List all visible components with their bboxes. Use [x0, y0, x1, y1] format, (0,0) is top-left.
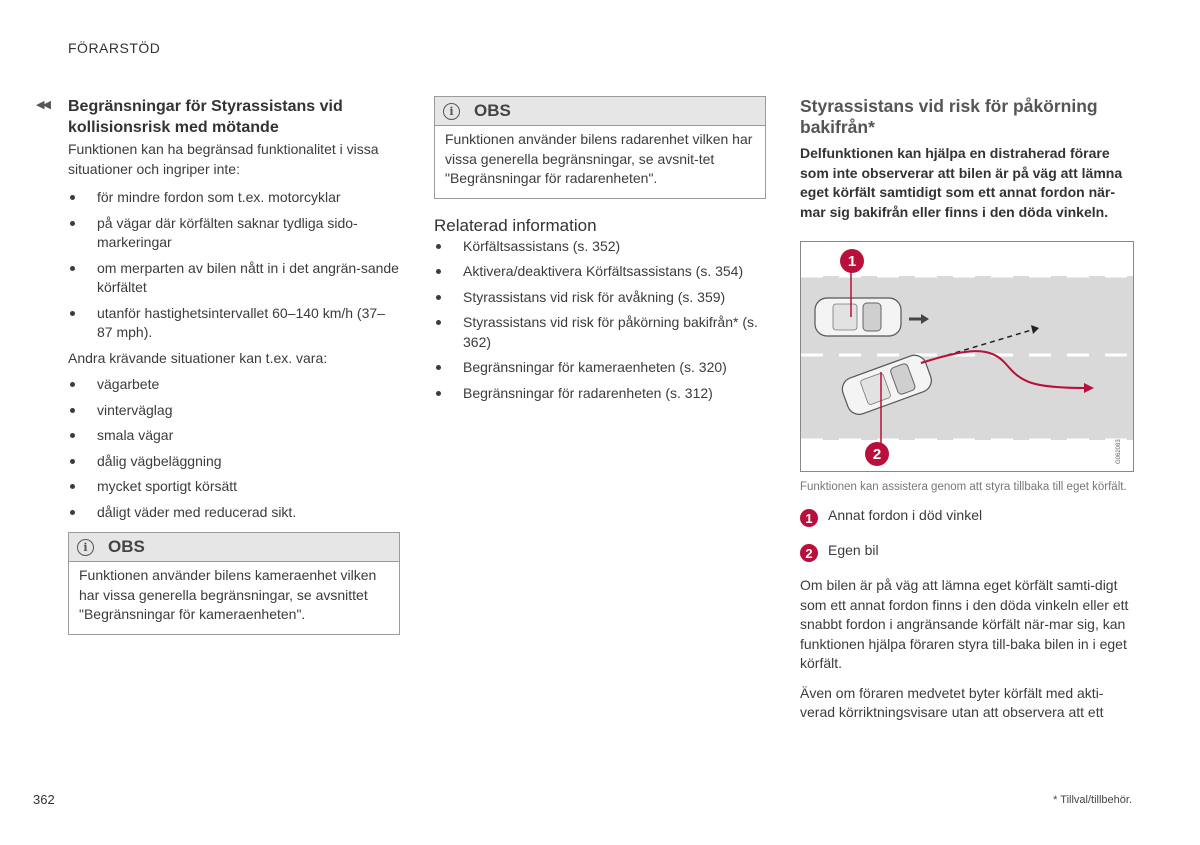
list-item: på vägar där körfälten saknar tydliga sido-markeringar	[68, 214, 400, 253]
rear-collision-intro: Delfunktionen kan hjälpa en distraherad förare som inte observerar att bilen är på väg att lämna eget körfält samtidigt som ett annat fordon när-mar sig bakifrån eller finns i den döda vinkeln.	[800, 145, 1123, 220]
marker-1-label: 1	[847, 253, 857, 270]
callout-text: Annat fordon i död vinkel	[828, 507, 983, 523]
related-link[interactable]: Styrassistans vid risk för avåkning (s. 359)	[434, 288, 766, 308]
section-header: FÖRARSTÖD	[68, 40, 161, 56]
list-item: smala vägar	[68, 426, 400, 446]
related-heading: Relaterad information	[434, 215, 597, 235]
obs-body	[435, 126, 765, 198]
obs-header	[69, 533, 399, 562]
related-links	[434, 237, 766, 404]
rear-collision-heading: Styrassistans vid risk för påkörning bakifrån*	[800, 96, 1098, 137]
limitations-list	[68, 188, 400, 343]
related-link[interactable]: Aktivera/deaktivera Körfältsassistans (s. 354)	[434, 262, 766, 282]
list-item: dålig vägbeläggning	[68, 452, 400, 472]
column-right	[800, 96, 1134, 723]
obs-body	[69, 562, 399, 634]
footnote: * Tillval/tillbehör.	[1053, 794, 1132, 806]
list-item: vinterväglag	[68, 401, 400, 421]
list-item: om merparten av bilen nått in i det angrän-sande körfältet	[68, 259, 400, 298]
list-item: dåligt väder med reducerad sikt.	[68, 503, 400, 523]
figure-caption: Funktionen kan assistera genom att styra tillbaka till eget körfält.	[800, 481, 1127, 493]
other-vehicle	[815, 298, 901, 336]
back-arrow-icon[interactable]: ◀◀	[36, 99, 49, 111]
list-item: utanför hastighetsintervallet 60–140 km/h (37–87 mph).	[68, 304, 400, 343]
other-situations-list	[68, 375, 400, 522]
obs-header	[435, 97, 765, 126]
list-item: mycket sportigt körsätt	[68, 477, 400, 497]
body-paragraph: Om bilen är på väg att lämna eget körfält samti-digt som ett annat fordon finns i den döda vinkeln eller ett snabbt fordon i angränsande körfält när-mar sig, kan funktionen hjälpa föraren styra till-baka bilen in i eget körfält.	[800, 577, 1129, 671]
related-link[interactable]: Begränsningar för kameraenheten (s. 320)	[434, 358, 766, 378]
callout-1	[800, 506, 1134, 527]
column-left	[68, 96, 400, 635]
info-icon: i	[77, 539, 94, 556]
list-item: för mindre fordon som t.ex. motorcyklar	[68, 188, 400, 208]
obs-note-radar	[434, 96, 766, 199]
lane-assist-illustration	[800, 241, 1134, 472]
obs-title: OBS	[474, 101, 511, 120]
figure-code: G062083	[1116, 439, 1122, 464]
callout-2	[800, 541, 1134, 562]
related-link[interactable]: Körfältsassistans (s. 352)	[434, 237, 766, 257]
marker-2-label: 2	[872, 446, 882, 463]
related-link[interactable]: Styrassistans vid risk för påkörning bakifrån* (s. 362)	[434, 313, 766, 352]
body-paragraph: Även om föraren medvetet byter körfält med akti-verad körriktningsvisare utan att observera att ett	[800, 684, 1104, 720]
info-icon: i	[443, 103, 460, 120]
list-item: vägarbete	[68, 375, 400, 395]
obs-note-camera	[68, 532, 400, 635]
page-number: 362	[33, 792, 55, 807]
related-link[interactable]: Begränsningar för radarenheten (s. 312)	[434, 384, 766, 404]
other-situations-intro: Andra krävande situationer kan t.ex. vara:	[68, 349, 328, 366]
callout-text: Egen bil	[828, 542, 879, 558]
road-diagram	[801, 242, 1133, 471]
callout-number: 2	[800, 544, 818, 562]
callout-number: 1	[800, 509, 818, 527]
limitations-heading: Begränsningar för Styrassistans vid kollisionsrisk med mötande	[68, 98, 343, 136]
obs-title: OBS	[108, 537, 145, 556]
limitations-intro: Funktionen kan ha begränsad funktionalitet i vissa situationer och ingriper inte:	[68, 141, 379, 177]
obs-text: Funktionen använder bilens kameraenhet vilken har vissa generella begränsningar, se avsnittet "Begränsningar för kameraenheten".	[79, 567, 377, 622]
obs-text: Funktionen använder bilens radarenhet vilken har vissa generella begränsningar, se avsnit-tet "Begränsningar för radarenheten".	[445, 131, 753, 186]
column-middle	[434, 96, 766, 409]
